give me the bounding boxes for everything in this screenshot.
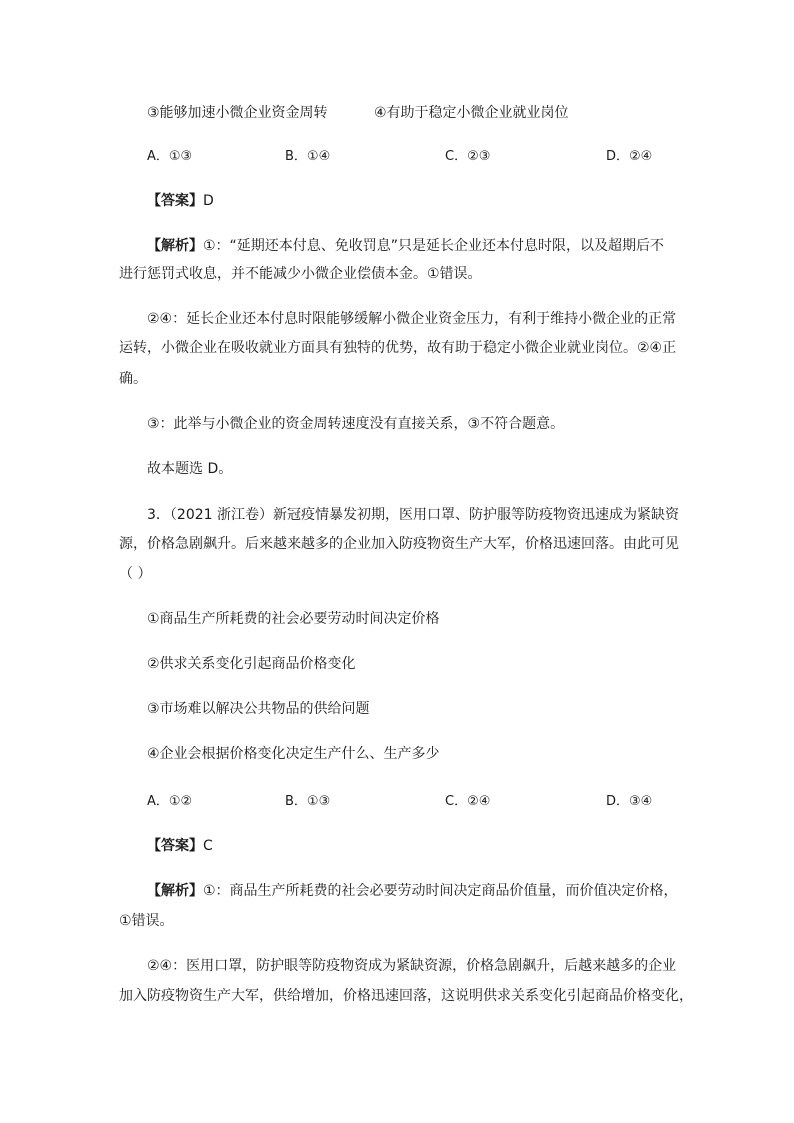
q3-stem-line3: （ ）: [119, 566, 152, 582]
answer-label: 【答案】: [147, 193, 203, 209]
q3-item-3: ③市场难以解决公共物品的供给问题: [147, 701, 370, 717]
q3-analysis-line1: [147, 881, 678, 901]
q2-choice-b: B．①④: [285, 149, 331, 164]
q2-answer: [147, 191, 214, 211]
analysis-text: ①：“延期还本付息、免收罚息”只是延长企业还本付息时限，以及超期后不: [203, 238, 665, 254]
q3-item-2: ②供求关系变化引起商品价格变化: [147, 656, 356, 672]
q3-analysis-p2-line1: ②④：医用口罩，防护眼等防疫物资成为紧缺资源，价格急剧飙升，后越来越多的企业: [147, 958, 677, 974]
q3-item-4: ④企业会根据价格变化决定生产什么、生产多少: [147, 746, 440, 762]
answer-value: D: [203, 193, 214, 209]
analysis-label: 【解析】: [147, 238, 203, 254]
q2-option-3: ③能够加速小微企业资金周转: [147, 105, 328, 121]
q3-stem-line2: 源，价格急剧飙升。后来越来越多的企业加入防疫物资生产大军，价格迅速回落。由此可见: [119, 536, 679, 552]
q3-choice-d: D．③④: [606, 794, 653, 809]
q3-analysis-p2-line2: 加入防疫物资生产大军，供给增加，价格迅速回落，这说明供求关系变化引起商品价格变化，: [119, 988, 693, 1004]
analysis-text: ①：商品生产所耗费的社会必要劳动时间决定商品价值量，而价值决定价格，: [203, 883, 678, 899]
q2-choice-d: D．②④: [606, 149, 653, 164]
q2-analysis-p3: ③：此举与小微企业的资金周转速度没有直接关系，③不符合题意。: [147, 416, 565, 432]
q2-analysis-line1: [147, 236, 664, 256]
q3-answer: [147, 836, 213, 856]
q2-choice-a: A．①③: [147, 149, 193, 164]
q2-choice-c: C．②③: [445, 149, 491, 164]
analysis-label: 【解析】: [147, 883, 203, 899]
q2-analysis-line2: 进行惩罚式收息，并不能减少小微企业偿债本金。①错误。: [119, 266, 482, 282]
q3-item-1: ①商品生产所耗费的社会必要劳动时间决定价格: [147, 611, 440, 627]
answer-label: 【答案】: [147, 838, 203, 854]
q3-stem-line1: 3．（2021 浙江卷）新冠疫情暴发初期，医用口罩、防护服等防疫物资迅速成为紧缺资: [147, 507, 679, 523]
q2-conclusion: 故本题选 D。: [147, 461, 233, 477]
q2-option-4: ④有助于稳定小微企业就业岗位: [374, 105, 569, 121]
q3-choice-a: A．①②: [147, 794, 193, 809]
q2-analysis-p2-line3: 确。: [119, 371, 147, 387]
q2-analysis-p2-line1: ②④：延长企业还本付息时限能够缓解小微企业资金压力，有利于维持小微企业的正常: [147, 311, 677, 327]
q3-choice-b: B．①③: [285, 794, 331, 809]
q3-analysis-line2: ①错误。: [119, 913, 174, 929]
q3-choice-c: C．②④: [445, 794, 491, 809]
q2-analysis-p2-line2: 运转，小微企业在吸收就业方面具有独特的优势，故有助于稳定小微企业就业岗位。②④正: [119, 340, 677, 356]
answer-value: C: [203, 838, 213, 854]
